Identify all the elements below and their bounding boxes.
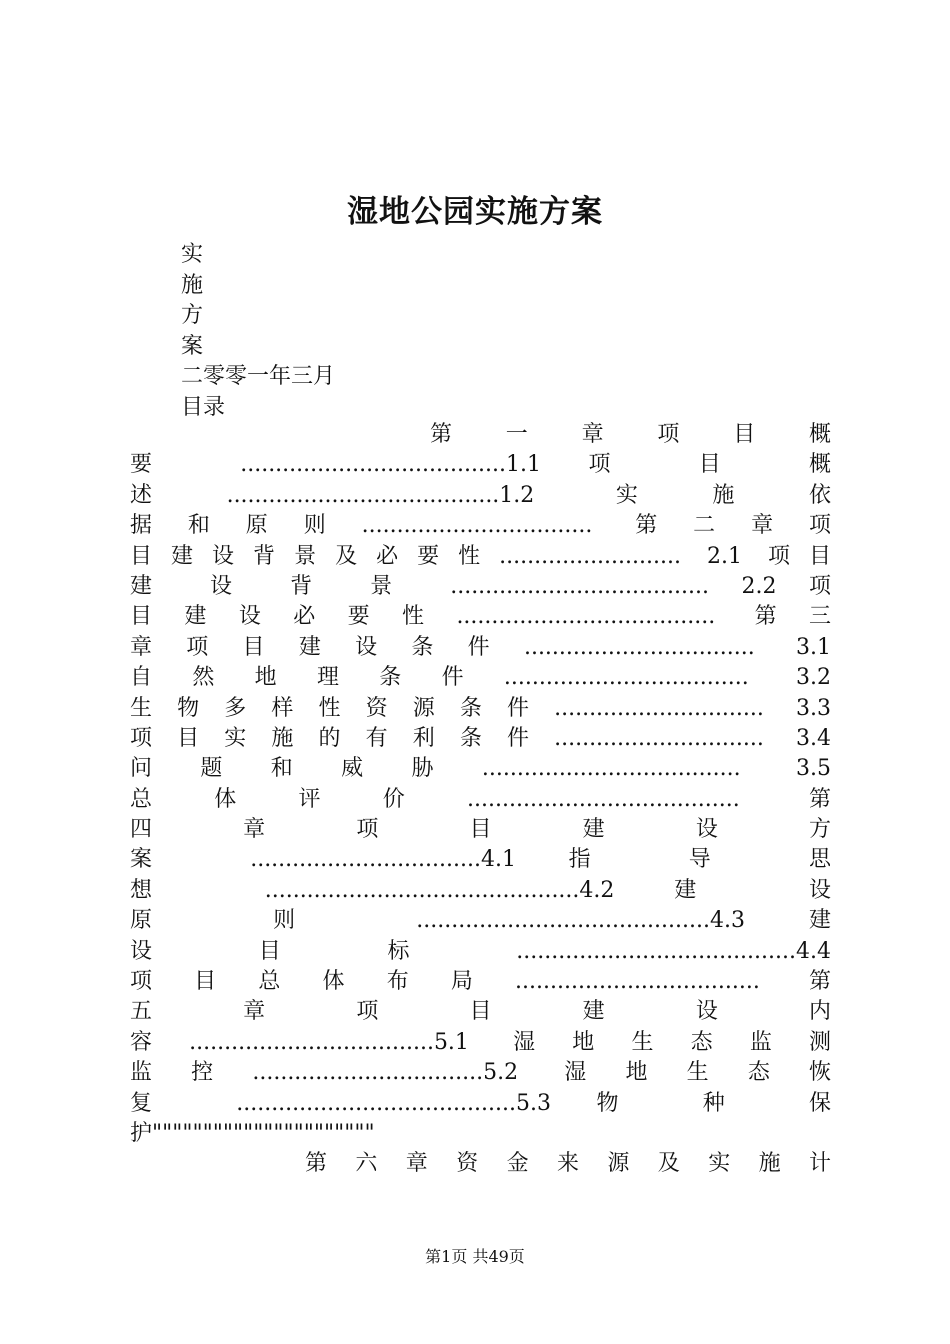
toc-line: 监控.................................5.2 湿地生态恢: [130, 1060, 831, 1086]
toc-line: 目建设背景及必要性.......................... 2.1 项目: [130, 543, 831, 569]
toc-line: 复 ........................................5.3 物 种 保: [130, 1090, 831, 1116]
toc-line: 自然地理条件................................... 3.2: [130, 665, 831, 691]
cover-line: 实: [181, 242, 204, 267]
document-title: 湿地公园实施方案: [347, 194, 603, 230]
cover-line: 方: [181, 303, 204, 328]
toc-line: 要 ......................................1.1 项 目 概: [130, 452, 831, 478]
toc-line: 章项目建设条件................................. 3.1: [130, 634, 831, 660]
cover-line: 施: [181, 272, 204, 298]
cover-lines: [181, 240, 335, 423]
toc-line: 述.......................................1.2 实施依: [130, 482, 831, 508]
toc-line: 建 设 背 景 ..................................... 2.2 项: [130, 573, 831, 599]
toc-line: 想 .............................................4.2 建 设: [130, 877, 831, 903]
page-footer: 第1页 共49页: [425, 1247, 525, 1266]
toc-line: 五 章 项 目 建 设 内: [130, 999, 831, 1025]
toc-line: 案 .................................4.1 指 导 思: [130, 847, 831, 873]
toc-line: 四 章 项 目 建 设 方: [130, 817, 831, 843]
toc-line: 容...................................5.1 湿地生态监测: [130, 1029, 831, 1055]
toc-line: 项目实施的有利条件.............................. 3.4: [130, 725, 831, 751]
toc-line: 项目总体布局................................... 第: [130, 969, 831, 995]
toc-line: 总体评价....................................... 第: [130, 786, 831, 812]
table-of-contents: [130, 420, 831, 1180]
toc-line: 第 六 章 资 金 来 源 及 实 施 计: [305, 1151, 831, 1177]
toc-heading: 目录: [181, 394, 226, 420]
toc-line: 据和原则................................. 第二章项: [130, 513, 831, 539]
cover-date: 二零零一年三月: [181, 364, 336, 389]
cover-line: 案: [181, 333, 204, 359]
toc-line: 护"""""""""""""""""""""": [130, 1120, 375, 1146]
toc-line: 目建设必要性..................................... 第三: [130, 604, 831, 630]
toc-line: 生物多样性资源条件.............................. 3.3: [130, 695, 831, 721]
toc-line: 原 则 ..........................................4.3 建: [130, 908, 831, 934]
toc-line: 第 一 章 项 目 概: [430, 422, 831, 447]
toc-line: 设 目 标 ........................................4.4: [130, 938, 831, 964]
toc-line: 问题和威胁..................................... 3.5: [130, 756, 831, 782]
